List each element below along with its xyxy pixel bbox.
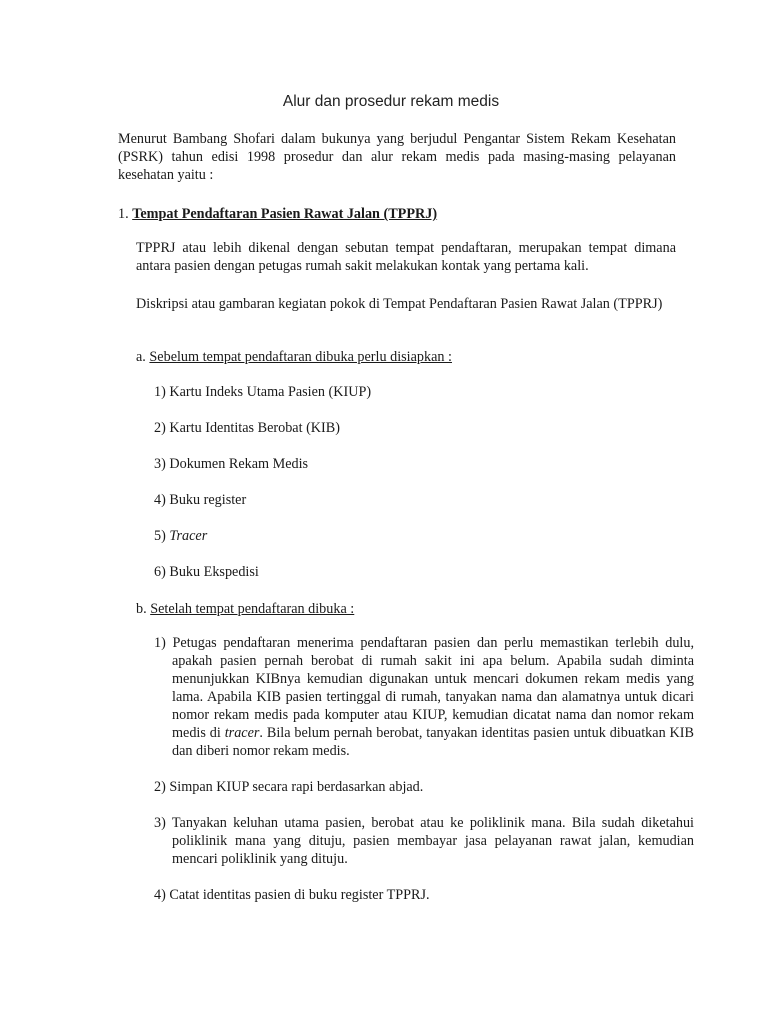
section-1-paragraph-1: TPPRJ atau lebih dikenal dengan sebutan tempat pendaftaran, merupakan tempat dimana antara pasien dengan petugas rumah sakit melakukan kontak yang pertama kali. xyxy=(136,240,676,274)
list-item: 3) Tanyakan keluhan utama pasien, berobat atau ke poliklinik mana. Bila sudah diketahui poliklinik mana yang dituju, pasien membayar jasa pelayanan rawat jalan, kemudian mencari poliklinik yang dituju. xyxy=(154,815,694,867)
sub-a-marker: a. xyxy=(136,349,146,365)
list-item-text: Tracer xyxy=(169,528,208,544)
document-title: Alur dan prosedur rekam medis xyxy=(282,93,500,110)
list-item: 3) Dokumen Rekam Medis xyxy=(154,456,309,472)
section-1-heading xyxy=(118,205,437,223)
section-1-paragraph-2: Diskripsi atau gambaran kegiatan pokok di Tempat Pendaftaran Pasien Rawat Jalan (TPPRJ) xyxy=(136,296,663,312)
list-item: 6) Buku Ekspedisi xyxy=(154,564,259,580)
section-1-number: 1. xyxy=(118,206,129,222)
list-item-text: 1) Petugas pendaftaran menerima pendaftaran pasien dan perlu memastikan terlebih dulu, apakah pasien pernah berobat di rumah sakit ini apa belum. Apabila sudah diminta menunjukkan KIBnya kemudian digunakan untuk mencari dokumen rekam medis yang lama. Apabila KIB pasien tertinggal di rumah, tanyakan nama dan alamatnya untuk dicari nomor rekam medis pada komputer atau KIUP, kemudian dicatat nama dan nomor rekam medis di xyxy=(154,635,694,741)
list-item: 1) Kartu Indeks Utama Pasien (KIUP) xyxy=(154,384,372,400)
section-1-title: Tempat Pendaftaran Pasien Rawat Jalan (TPPRJ) xyxy=(132,206,438,222)
list-item: 2) Simpan KIUP secara rapi berdasarkan abjad. xyxy=(154,779,424,795)
sub-b-label: Setelah tempat pendaftaran dibuka : xyxy=(150,601,355,617)
list-item xyxy=(154,634,694,760)
list-item-text: . Bila belum pernah berobat, tanyakan identitas pasien untuk dibuatkan KIB dan diberi nomor rekam medis. xyxy=(172,725,694,759)
intro-paragraph: Menurut Bambang Shofari dalam bukunya yang berjudul Pengantar Sistem Rekam Kesehatan (PSRK) tahun edisi 1998 prosedur dan alur rekam medis pada masing-masing pelayanan kesehatan yaitu : xyxy=(118,131,676,183)
list-item-number: 5) xyxy=(154,528,166,544)
sub-a-label: Sebelum tempat pendaftaran dibuka perlu disiapkan : xyxy=(149,349,452,365)
list-item: 4) Buku register xyxy=(154,492,247,508)
list-item: 4) Catat identitas pasien di buku register TPPRJ. xyxy=(154,887,430,903)
list-item xyxy=(154,527,207,545)
list-item: 2) Kartu Identitas Berobat (KIB) xyxy=(154,420,340,436)
sub-b-heading xyxy=(136,600,354,618)
sub-a-heading xyxy=(136,348,452,366)
sub-b-marker: b. xyxy=(136,601,147,617)
list-item-italic: tracer xyxy=(224,725,260,741)
